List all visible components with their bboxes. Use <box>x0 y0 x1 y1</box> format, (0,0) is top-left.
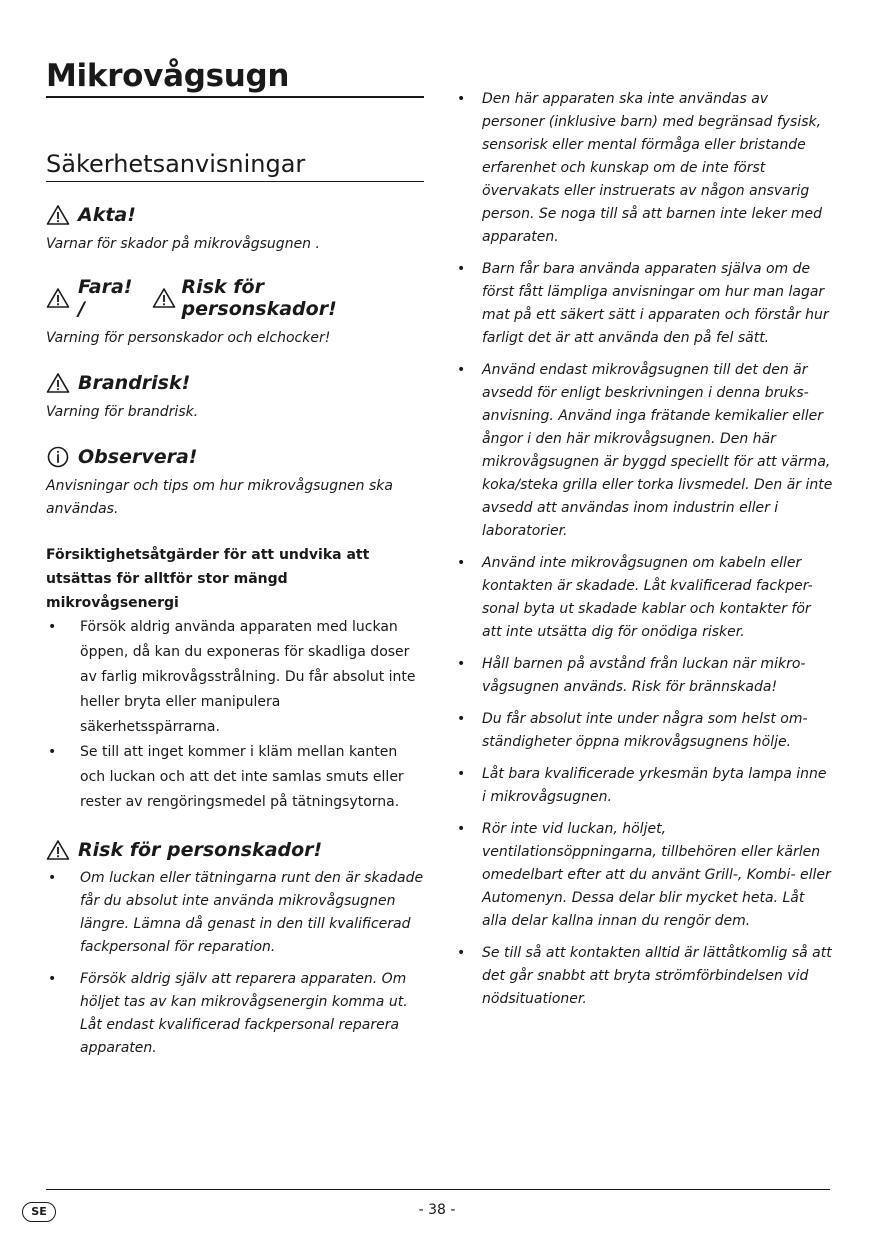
precautions-heading: Försiktighetsåtgärder för att undvika att utsättas för alltför stor mängd mikrovågsenergi <box>46 547 370 611</box>
list-item: • Försök aldrig använda apparaten med luckan öppen, då kan du exponeras för skadliga doser av farlig mikrovågsstrålning. Du får absolut inte heller bryta eller manipulera säkerhetsspärrarna. <box>46 615 424 740</box>
list-item: • Låt bara kvalificerade yrkesmän byta lampa inne i mikrovågsugnen. <box>455 763 833 809</box>
list-item: • Se till att inget kommer i kläm mellan kanten och luckan och att det inte samlas smuts eller rester av rengöringsmedel på tätningsytorna. <box>46 740 424 815</box>
fara-text: Varning för personskador och elchocker! <box>46 330 331 346</box>
section-title: Säkerhetsanvisningar <box>46 150 424 182</box>
warning-triangle-icon <box>152 287 176 309</box>
list-item: • Använd inte mikrovågsugnen om kabeln eller kontakten är skadade. Låt kvalificerad fackper-sonal byta ut skadade kablar och kontakter för att inte utsätta dig för onödiga risker. <box>455 552 833 644</box>
brandrisk-label: Brandrisk! <box>78 372 191 394</box>
brandrisk-text: Varning för brandrisk. <box>46 404 199 420</box>
precautions-list <box>46 615 424 815</box>
akta-text: Varnar för skador på mikrovågsugnen . <box>46 236 320 252</box>
list-item: • Den här apparaten ska inte användas av personer (inklusive barn) med begränsad fysisk, sensorisk eller mental förmåga eller bristande erfarenhet och kunskap om de inte först övervakats eller instruerats av någon ansvarig person. Se noga till så att barnen inte leker med apparaten. <box>455 88 833 249</box>
list-item: • Använd endast mikrovågsugnen till det den är avsedd för enligt beskrivningen i denna bruks-anvisning. Använd inga frätande kemikalier eller ångor i den här mikrovågsugnen. Den här mikrovågsugnen är byggd speciellt för att värma, koka/steka grilla eller torka livsmedel. Den är inte avsedd att användas inom industrin eller i laboratorier. <box>455 359 833 543</box>
warning-triangle-icon <box>46 839 70 861</box>
fara-label: Fara! / <box>78 276 133 320</box>
risk-list <box>46 867 424 1060</box>
list-item: • Se till så att kontakten alltid är lättåtkomlig så att det går snabbt att bryta strömförbindelsen vid nödsituationer. <box>455 942 833 1011</box>
list-item: • Barn får bara använda apparaten själva om de först fått lämpliga anvisningar om hur man lagar mat på ett säkert sätt i apparaten och förstår hur farligt det är att använda den på fel sätt. <box>455 258 833 350</box>
footer-divider <box>46 1189 830 1190</box>
list-item: • Om luckan eller tätningarna runt den är skadade får du absolut inte använda mikrovågsugnen längre. Lämna då genast in den till kvalificerad fackpersonal för reparation. <box>46 867 424 959</box>
risk-label: Risk för personskador! <box>78 839 323 861</box>
observera-heading <box>46 446 424 468</box>
warning-triangle-icon <box>46 287 70 309</box>
language-badge: SE <box>22 1202 56 1222</box>
warning-triangle-icon <box>46 204 70 226</box>
risk-heading <box>46 839 424 861</box>
observera-text: Anvisningar och tips om hur mikrovågsugnen ska användas. <box>46 478 393 517</box>
warning-triangle-icon <box>46 372 70 394</box>
list-item: • Rör inte vid luckan, höljet, ventilationsöppningarna, tillbehören eller kärlen omedelbart efter att du använt Grill-, Kombi- eller Automenyn. Dessa delar blir mycket heta. Låt alla delar kallna innan du rengör dem. <box>455 818 833 933</box>
safety-list <box>455 88 833 1011</box>
akta-label: Akta! <box>78 204 136 226</box>
right-column <box>455 88 833 1011</box>
brandrisk-heading <box>46 372 424 394</box>
list-item: • Håll barnen på avstånd från luckan när mikro-vågsugnen används. Risk för brännskada! <box>455 653 833 699</box>
page-title: Mikrovågsugn <box>46 58 424 98</box>
personal-injury-label: Risk för personskador! <box>181 276 337 320</box>
page-number: - 38 - <box>418 1202 456 1218</box>
list-item: • Du får absolut inte under några som helst om-ständigheter öppna mikrovågsugnens hölje. <box>455 708 833 754</box>
info-icon <box>46 446 70 468</box>
list-item: • Försök aldrig själv att reparera apparaten. Om höljet tas av kan mikrovågsenergin komma ut. Låt endast kvalificerad fackpersonal reparera apparaten. <box>46 968 424 1060</box>
fara-heading <box>46 276 424 320</box>
akta-heading <box>46 204 424 226</box>
left-column <box>46 58 424 1060</box>
observera-label: Observera! <box>78 446 198 468</box>
